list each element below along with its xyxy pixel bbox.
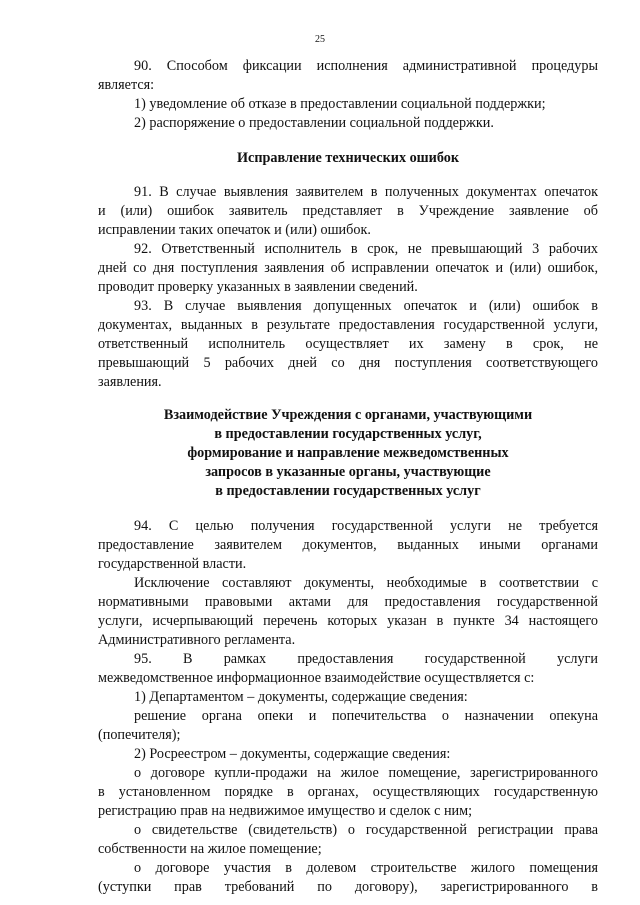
section-heading: Взаимодействие Учреждения с органами, участвующими: [163, 407, 533, 423]
text-line: Исключение составляют документы, необходимые в соответствии с: [134, 575, 598, 591]
text-line: 90. Способом фиксации исполнения административной процедуры: [134, 58, 598, 74]
section-heading: Исправление технических ошибок: [236, 150, 460, 166]
text-line: 94. С целью получения государственной услуги не требуется: [134, 518, 598, 534]
text-line: предоставление заявителем документов, выданных иными органами: [98, 537, 598, 553]
text-line: в установленном порядке в органах, осуществляющих государственную: [98, 784, 598, 800]
text-line: 1) Департаментом – документы, содержащие сведения:: [134, 689, 468, 705]
text-line: ответственный исполнитель осуществляет их замену в срок, не: [98, 336, 598, 352]
text-line: регистрацию прав на недвижимое имущество и сделок с ним;: [98, 803, 473, 819]
text-line: (уступки прав требований по договору), зарегистрированного в: [98, 879, 598, 895]
text-line: (попечителя);: [98, 727, 181, 743]
text-line: о свидетельстве (свидетельств) о государственной регистрации права: [134, 822, 598, 838]
text-line: о договоре купли-продажи на жилое помещение, зарегистрированного: [134, 765, 598, 781]
text-line: исправлении таких опечаток и (или) ошибок.: [98, 222, 371, 238]
text-line: услуги, исчерпывающий перечень которых указан в пункте 34 настоящего: [98, 613, 598, 629]
text-line: превышающий 5 рабочих дней со дня поступления соответствующего: [98, 355, 598, 371]
text-line: и (или) ошибок заявитель представляет в Учреждение заявление об: [98, 203, 598, 219]
section-heading: формирование и направление межведомственных: [187, 445, 509, 461]
text-line: 91. В случае выявления заявителем в полученных документах опечаток: [134, 184, 598, 200]
text-line: 2) Росреестром – документы, содержащие сведения:: [134, 746, 451, 762]
text-line: государственной власти.: [98, 556, 247, 572]
text-line: 92. Ответственный исполнитель в срок, не превышающий 3 рабочих: [134, 241, 598, 257]
text-line: проводит проверку указанных в заявлении сведений.: [98, 279, 418, 295]
section-heading: в предоставлении государственных услуг,: [214, 426, 482, 442]
text-line: 95. В рамках предоставления государственной услуги: [134, 651, 598, 667]
text-line: межведомственное информационное взаимодействие осуществляется с:: [98, 670, 535, 686]
section-heading: запросов в указанные органы, участвующие: [205, 464, 491, 480]
text-line: 2) распоряжение о предоставлении социальной поддержки.: [134, 115, 494, 131]
text-line: решение органа опеки и попечительства о назначении опекуна: [134, 708, 598, 724]
text-line: о договоре участия в долевом строительстве жилого помещения: [134, 860, 598, 876]
text-line: заявления.: [98, 374, 162, 390]
text-line: 1) уведомление об отказе в предоставлении социальной поддержки;: [134, 96, 546, 112]
text-line: документах, выданных в результате предоставления государственной услуги,: [98, 317, 598, 333]
text-line: нормативными правовыми актами для предоставления государственной: [98, 594, 598, 610]
text-line: Административного регламента.: [98, 632, 296, 648]
text-line: является:: [98, 77, 155, 93]
section-heading: в предоставлении государственных услуг: [215, 483, 481, 499]
text-line: дней со дня поступления заявления об исправлении опечаток и (или) ошибок,: [98, 260, 598, 276]
page-number: 25: [315, 34, 325, 45]
text-line: 93. В случае выявления допущенных опечаток и (или) ошибок в: [134, 298, 598, 314]
text-line: собственности на жилое помещение;: [98, 841, 322, 857]
